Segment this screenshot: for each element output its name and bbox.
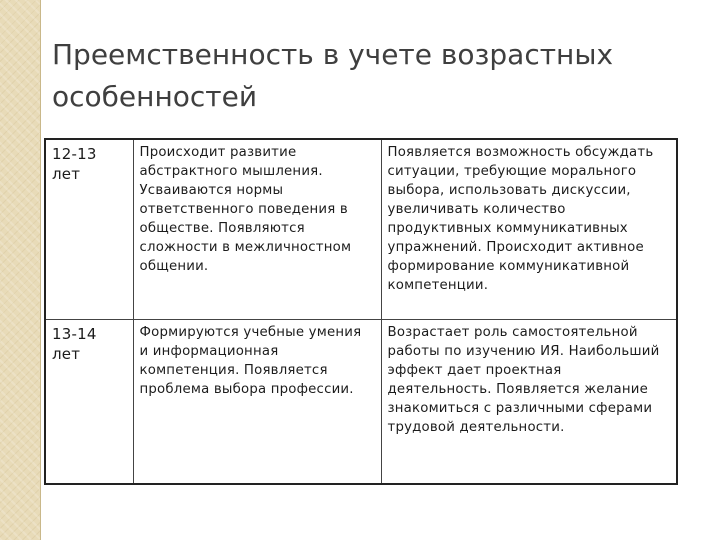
age-features-table <box>44 138 678 485</box>
development-cell: Формируются учебные умения и информационная компетенция. Появляется проблема выбора профессии. <box>133 320 381 485</box>
decorative-band-edge <box>40 0 41 540</box>
age-unit: лет <box>52 165 81 183</box>
methods-cell: Возрастает роль самостоятельной работы по изучению ИЯ. Наибольший эффект дает проектная деятельность. Появляется желание знакомиться с различными сферами трудовой деятельности. <box>381 320 677 485</box>
age-unit: лет <box>52 345 81 363</box>
table-row <box>45 320 677 485</box>
methods-cell: Появляется возможность обсуждать ситуации, требующие морального выбора, использовать дискуссии, увеличивать количество продуктивных коммуникативных упражнений. Происходит активное формирование коммуникативной компетенции. <box>381 139 677 320</box>
age-range: 13-14 <box>52 325 97 343</box>
age-cell <box>45 320 133 485</box>
table-row <box>45 139 677 320</box>
slide-title: Преемственность в учете возрастных особенностей <box>52 38 614 113</box>
age-range: 12-13 <box>52 145 97 163</box>
age-cell <box>45 139 133 320</box>
development-cell: Происходит развитие абстрактного мышления. Усваиваются нормы ответственного поведения в обществе. Появляются сложности в межличностном общении. <box>133 139 381 320</box>
decorative-left-band <box>0 0 40 540</box>
